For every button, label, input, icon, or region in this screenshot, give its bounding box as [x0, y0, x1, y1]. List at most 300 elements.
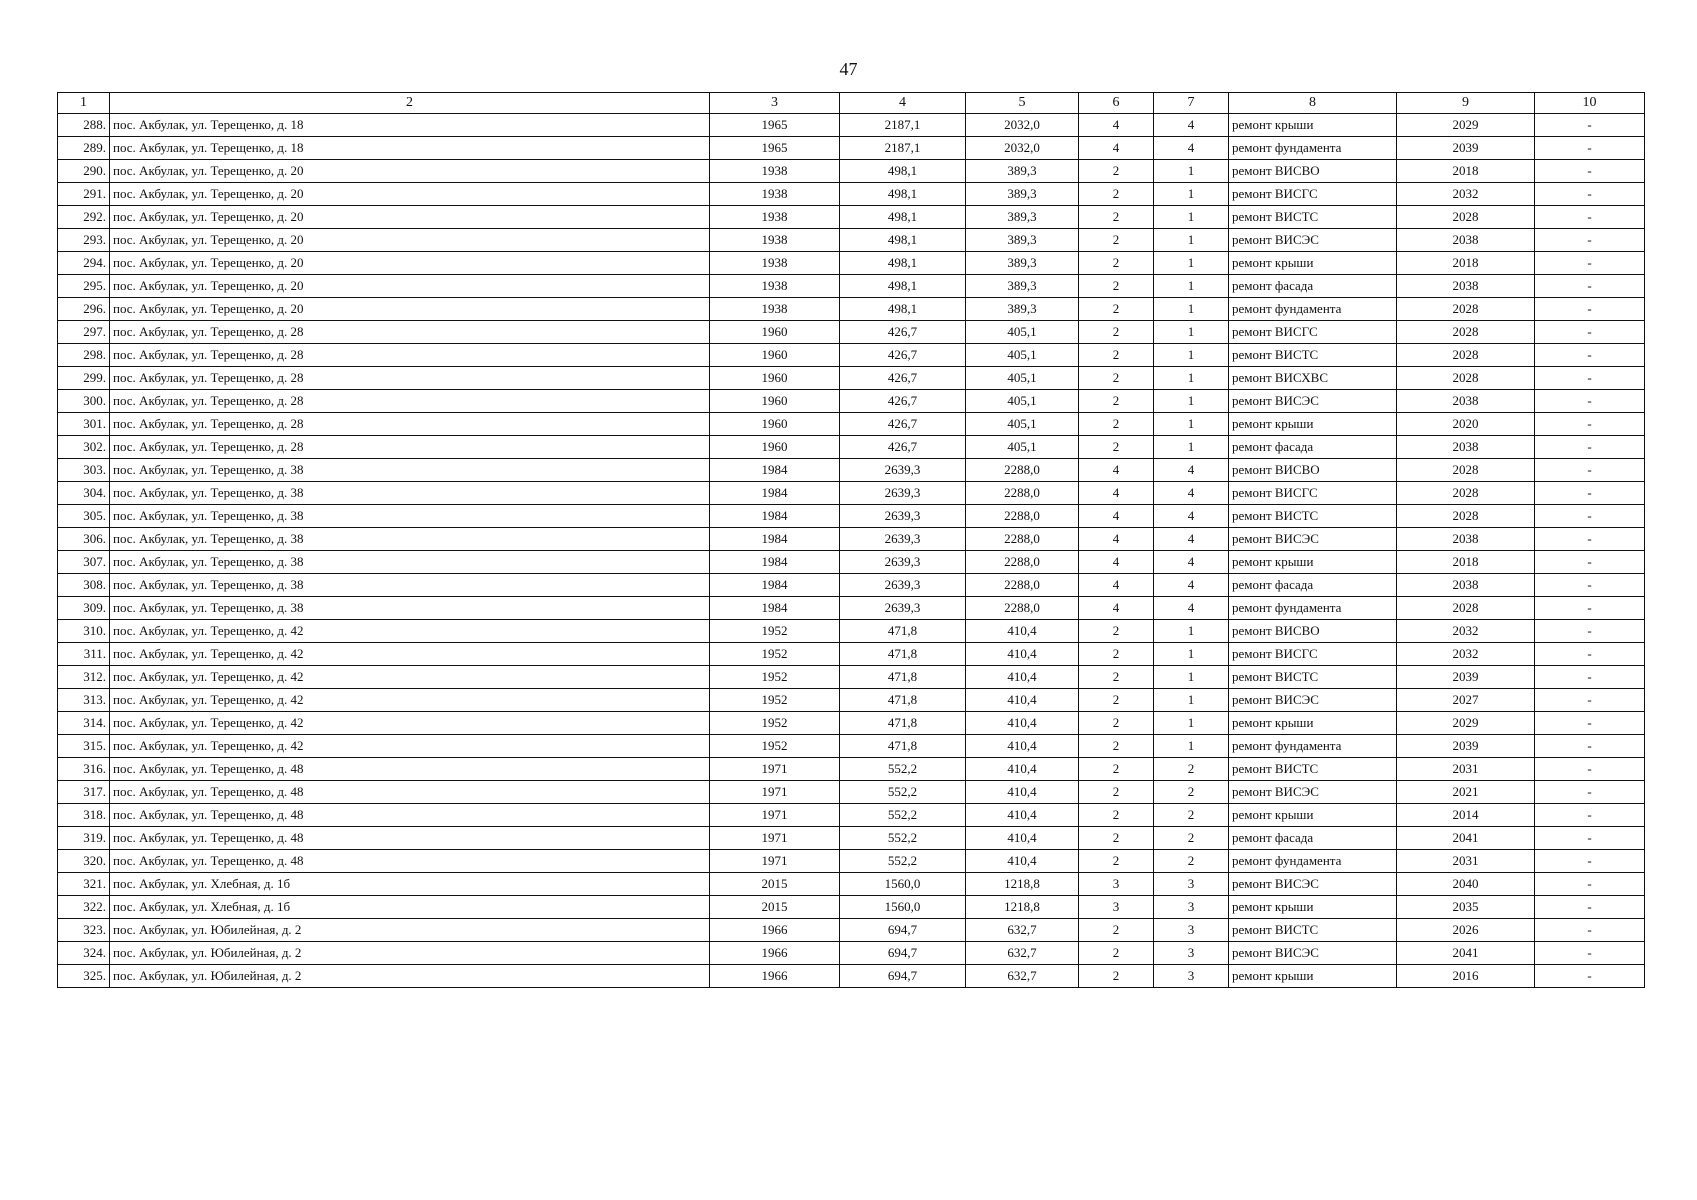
living-area-cell: 2288,0 [966, 482, 1079, 505]
row-number-cell: 298. [58, 344, 110, 367]
living-area-cell: 2288,0 [966, 551, 1079, 574]
build-year-cell: 1960 [710, 390, 840, 413]
floors-cell: 2 [1079, 620, 1154, 643]
build-year-cell: 1952 [710, 666, 840, 689]
address-cell: пос. Акбулак, ул. Терещенко, д. 20 [110, 275, 710, 298]
work-type-cell: ремонт фундамента [1229, 298, 1397, 321]
address-cell: пос. Акбулак, ул. Терещенко, д. 42 [110, 689, 710, 712]
column-header: 4 [840, 93, 966, 114]
note-cell: - [1535, 160, 1645, 183]
plan-year-cell: 2038 [1397, 229, 1535, 252]
address-cell: пос. Акбулак, ул. Терещенко, д. 18 [110, 137, 710, 160]
note-cell: - [1535, 482, 1645, 505]
build-year-cell: 1965 [710, 114, 840, 137]
row-number-cell: 289. [58, 137, 110, 160]
note-cell: - [1535, 252, 1645, 275]
floors-cell: 4 [1079, 114, 1154, 137]
total-area-cell: 552,2 [840, 804, 966, 827]
address-cell: пос. Акбулак, ул. Терещенко, д. 38 [110, 482, 710, 505]
build-year-cell: 1960 [710, 413, 840, 436]
build-year-cell: 1984 [710, 528, 840, 551]
table-body [58, 114, 1645, 988]
work-type-cell: ремонт ВИСЭС [1229, 689, 1397, 712]
row-number-cell: 318. [58, 804, 110, 827]
row-number-cell: 309. [58, 597, 110, 620]
work-type-cell: ремонт ВИСВО [1229, 160, 1397, 183]
build-year-cell: 1971 [710, 827, 840, 850]
build-year-cell: 1971 [710, 804, 840, 827]
total-area-cell: 2639,3 [840, 597, 966, 620]
work-type-cell: ремонт ВИСХВС [1229, 367, 1397, 390]
plan-year-cell: 2038 [1397, 275, 1535, 298]
floors-cell: 4 [1079, 574, 1154, 597]
entrances-cell: 4 [1154, 459, 1229, 482]
entrances-cell: 1 [1154, 160, 1229, 183]
note-cell: - [1535, 896, 1645, 919]
address-cell: пос. Акбулак, ул. Терещенко, д. 28 [110, 367, 710, 390]
work-type-cell: ремонт крыши [1229, 252, 1397, 275]
living-area-cell: 2288,0 [966, 528, 1079, 551]
address-cell: пос. Акбулак, ул. Терещенко, д. 38 [110, 597, 710, 620]
plan-year-cell: 2026 [1397, 919, 1535, 942]
living-area-cell: 632,7 [966, 919, 1079, 942]
build-year-cell: 1984 [710, 597, 840, 620]
row-number-cell: 316. [58, 758, 110, 781]
column-header: 9 [1397, 93, 1535, 114]
living-area-cell: 410,4 [966, 643, 1079, 666]
note-cell: - [1535, 574, 1645, 597]
plan-year-cell: 2041 [1397, 827, 1535, 850]
floors-cell: 3 [1079, 896, 1154, 919]
plan-year-cell: 2032 [1397, 183, 1535, 206]
total-area-cell: 426,7 [840, 413, 966, 436]
living-area-cell: 405,1 [966, 436, 1079, 459]
plan-year-cell: 2028 [1397, 597, 1535, 620]
entrances-cell: 1 [1154, 712, 1229, 735]
note-cell: - [1535, 850, 1645, 873]
living-area-cell: 405,1 [966, 344, 1079, 367]
living-area-cell: 389,3 [966, 229, 1079, 252]
note-cell: - [1535, 321, 1645, 344]
build-year-cell: 1938 [710, 206, 840, 229]
build-year-cell: 1952 [710, 712, 840, 735]
address-cell: пос. Акбулак, ул. Хлебная, д. 1б [110, 873, 710, 896]
plan-year-cell: 2016 [1397, 965, 1535, 988]
work-type-cell: ремонт ВИСВО [1229, 620, 1397, 643]
living-area-cell: 632,7 [966, 965, 1079, 988]
row-number-cell: 305. [58, 505, 110, 528]
total-area-cell: 552,2 [840, 850, 966, 873]
plan-year-cell: 2032 [1397, 643, 1535, 666]
build-year-cell: 1984 [710, 459, 840, 482]
floors-cell: 2 [1079, 643, 1154, 666]
entrances-cell: 2 [1154, 758, 1229, 781]
note-cell: - [1535, 873, 1645, 896]
table-row [58, 459, 1645, 482]
row-number-cell: 291. [58, 183, 110, 206]
entrances-cell: 1 [1154, 229, 1229, 252]
living-area-cell: 405,1 [966, 413, 1079, 436]
entrances-cell: 1 [1154, 413, 1229, 436]
address-cell: пос. Акбулак, ул. Терещенко, д. 48 [110, 850, 710, 873]
address-cell: пос. Акбулак, ул. Терещенко, д. 28 [110, 413, 710, 436]
entrances-cell: 1 [1154, 620, 1229, 643]
work-type-cell: ремонт ВИСГС [1229, 643, 1397, 666]
build-year-cell: 1971 [710, 850, 840, 873]
work-type-cell: ремонт фундамента [1229, 735, 1397, 758]
row-number-cell: 308. [58, 574, 110, 597]
table-row [58, 252, 1645, 275]
total-area-cell: 471,8 [840, 689, 966, 712]
row-number-cell: 292. [58, 206, 110, 229]
work-type-cell: ремонт крыши [1229, 896, 1397, 919]
build-year-cell: 1938 [710, 229, 840, 252]
note-cell: - [1535, 183, 1645, 206]
work-type-cell: ремонт фундамента [1229, 137, 1397, 160]
note-cell: - [1535, 229, 1645, 252]
row-number-cell: 313. [58, 689, 110, 712]
plan-year-cell: 2032 [1397, 620, 1535, 643]
floors-cell: 2 [1079, 689, 1154, 712]
address-cell: пос. Акбулак, ул. Терещенко, д. 42 [110, 735, 710, 758]
work-type-cell: ремонт фасада [1229, 436, 1397, 459]
address-cell: пос. Акбулак, ул. Терещенко, д. 20 [110, 298, 710, 321]
column-header: 10 [1535, 93, 1645, 114]
note-cell: - [1535, 689, 1645, 712]
entrances-cell: 4 [1154, 551, 1229, 574]
living-area-cell: 410,4 [966, 712, 1079, 735]
work-type-cell: ремонт ВИСТС [1229, 666, 1397, 689]
plan-year-cell: 2039 [1397, 137, 1535, 160]
living-area-cell: 389,3 [966, 160, 1079, 183]
row-number-cell: 296. [58, 298, 110, 321]
address-cell: пос. Акбулак, ул. Терещенко, д. 28 [110, 436, 710, 459]
entrances-cell: 4 [1154, 137, 1229, 160]
living-area-cell: 410,4 [966, 689, 1079, 712]
note-cell: - [1535, 597, 1645, 620]
build-year-cell: 1952 [710, 689, 840, 712]
entrances-cell: 1 [1154, 206, 1229, 229]
living-area-cell: 2288,0 [966, 574, 1079, 597]
work-type-cell: ремонт фундамента [1229, 597, 1397, 620]
entrances-cell: 4 [1154, 114, 1229, 137]
entrances-cell: 3 [1154, 965, 1229, 988]
build-year-cell: 2015 [710, 896, 840, 919]
row-number-cell: 307. [58, 551, 110, 574]
total-area-cell: 471,8 [840, 620, 966, 643]
note-cell: - [1535, 528, 1645, 551]
plan-year-cell: 2028 [1397, 459, 1535, 482]
address-cell: пос. Акбулак, ул. Терещенко, д. 20 [110, 229, 710, 252]
living-area-cell: 2288,0 [966, 597, 1079, 620]
work-type-cell: ремонт ВИСГС [1229, 482, 1397, 505]
row-number-cell: 323. [58, 919, 110, 942]
table-row [58, 114, 1645, 137]
total-area-cell: 694,7 [840, 919, 966, 942]
plan-year-cell: 2018 [1397, 551, 1535, 574]
total-area-cell: 498,1 [840, 298, 966, 321]
repair-schedule-table [57, 92, 1645, 988]
entrances-cell: 4 [1154, 597, 1229, 620]
total-area-cell: 1560,0 [840, 873, 966, 896]
row-number-cell: 324. [58, 942, 110, 965]
column-header: 1 [58, 93, 110, 114]
living-area-cell: 389,3 [966, 183, 1079, 206]
living-area-cell: 410,4 [966, 735, 1079, 758]
note-cell: - [1535, 436, 1645, 459]
build-year-cell: 1971 [710, 781, 840, 804]
build-year-cell: 1966 [710, 942, 840, 965]
build-year-cell: 1938 [710, 252, 840, 275]
floors-cell: 2 [1079, 275, 1154, 298]
work-type-cell: ремонт фундамента [1229, 850, 1397, 873]
floors-cell: 4 [1079, 459, 1154, 482]
address-cell: пос. Акбулак, ул. Терещенко, д. 18 [110, 114, 710, 137]
plan-year-cell: 2028 [1397, 344, 1535, 367]
work-type-cell: ремонт фасада [1229, 827, 1397, 850]
table-row [58, 528, 1645, 551]
floors-cell: 2 [1079, 436, 1154, 459]
note-cell: - [1535, 919, 1645, 942]
row-number-cell: 294. [58, 252, 110, 275]
table-row [58, 298, 1645, 321]
plan-year-cell: 2028 [1397, 367, 1535, 390]
total-area-cell: 426,7 [840, 390, 966, 413]
entrances-cell: 1 [1154, 252, 1229, 275]
plan-year-cell: 2038 [1397, 436, 1535, 459]
plan-year-cell: 2018 [1397, 252, 1535, 275]
build-year-cell: 1984 [710, 551, 840, 574]
table-row [58, 413, 1645, 436]
floors-cell: 2 [1079, 942, 1154, 965]
total-area-cell: 2639,3 [840, 551, 966, 574]
floors-cell: 2 [1079, 344, 1154, 367]
row-number-cell: 302. [58, 436, 110, 459]
plan-year-cell: 2021 [1397, 781, 1535, 804]
build-year-cell: 1960 [710, 436, 840, 459]
address-cell: пос. Акбулак, ул. Терещенко, д. 38 [110, 574, 710, 597]
address-cell: пос. Акбулак, ул. Терещенко, д. 42 [110, 666, 710, 689]
row-number-cell: 290. [58, 160, 110, 183]
note-cell: - [1535, 965, 1645, 988]
row-number-cell: 321. [58, 873, 110, 896]
floors-cell: 2 [1079, 735, 1154, 758]
address-cell: пос. Акбулак, ул. Терещенко, д. 38 [110, 551, 710, 574]
row-number-cell: 306. [58, 528, 110, 551]
table-row [58, 390, 1645, 413]
work-type-cell: ремонт крыши [1229, 114, 1397, 137]
build-year-cell: 1960 [710, 321, 840, 344]
living-area-cell: 410,4 [966, 758, 1079, 781]
row-number-cell: 311. [58, 643, 110, 666]
floors-cell: 2 [1079, 367, 1154, 390]
row-number-cell: 299. [58, 367, 110, 390]
column-header: 6 [1079, 93, 1154, 114]
address-cell: пос. Акбулак, ул. Терещенко, д. 38 [110, 528, 710, 551]
table-row [58, 666, 1645, 689]
build-year-cell: 1971 [710, 758, 840, 781]
entrances-cell: 1 [1154, 298, 1229, 321]
total-area-cell: 498,1 [840, 252, 966, 275]
work-type-cell: ремонт ВИСТС [1229, 505, 1397, 528]
plan-year-cell: 2018 [1397, 160, 1535, 183]
floors-cell: 2 [1079, 666, 1154, 689]
build-year-cell: 1984 [710, 482, 840, 505]
plan-year-cell: 2029 [1397, 114, 1535, 137]
entrances-cell: 3 [1154, 942, 1229, 965]
living-area-cell: 2032,0 [966, 114, 1079, 137]
table-row [58, 804, 1645, 827]
note-cell: - [1535, 459, 1645, 482]
row-number-cell: 322. [58, 896, 110, 919]
entrances-cell: 2 [1154, 781, 1229, 804]
address-cell: пос. Акбулак, ул. Терещенко, д. 38 [110, 459, 710, 482]
total-area-cell: 2639,3 [840, 459, 966, 482]
address-cell: пос. Акбулак, ул. Терещенко, д. 20 [110, 206, 710, 229]
living-area-cell: 389,3 [966, 206, 1079, 229]
living-area-cell: 405,1 [966, 367, 1079, 390]
total-area-cell: 552,2 [840, 781, 966, 804]
living-area-cell: 410,4 [966, 620, 1079, 643]
table-row [58, 873, 1645, 896]
address-cell: пос. Акбулак, ул. Терещенко, д. 42 [110, 712, 710, 735]
work-type-cell: ремонт крыши [1229, 551, 1397, 574]
work-type-cell: ремонт ВИСТС [1229, 344, 1397, 367]
address-cell: пос. Акбулак, ул. Терещенко, д. 48 [110, 804, 710, 827]
row-number-cell: 297. [58, 321, 110, 344]
row-number-cell: 317. [58, 781, 110, 804]
total-area-cell: 426,7 [840, 321, 966, 344]
total-area-cell: 694,7 [840, 942, 966, 965]
note-cell: - [1535, 367, 1645, 390]
floors-cell: 2 [1079, 827, 1154, 850]
total-area-cell: 2187,1 [840, 114, 966, 137]
note-cell: - [1535, 505, 1645, 528]
floors-cell: 4 [1079, 505, 1154, 528]
table-row [58, 321, 1645, 344]
entrances-cell: 4 [1154, 528, 1229, 551]
work-type-cell: ремонт ВИСВО [1229, 459, 1397, 482]
entrances-cell: 1 [1154, 689, 1229, 712]
row-number-cell: 312. [58, 666, 110, 689]
row-number-cell: 293. [58, 229, 110, 252]
entrances-cell: 3 [1154, 919, 1229, 942]
row-number-cell: 320. [58, 850, 110, 873]
entrances-cell: 1 [1154, 390, 1229, 413]
address-cell: пос. Акбулак, ул. Терещенко, д. 48 [110, 758, 710, 781]
living-area-cell: 632,7 [966, 942, 1079, 965]
table-row [58, 275, 1645, 298]
plan-year-cell: 2028 [1397, 206, 1535, 229]
living-area-cell: 389,3 [966, 275, 1079, 298]
table-row [58, 206, 1645, 229]
entrances-cell: 2 [1154, 850, 1229, 873]
address-cell: пос. Акбулак, ул. Терещенко, д. 20 [110, 183, 710, 206]
living-area-cell: 1218,8 [966, 873, 1079, 896]
work-type-cell: ремонт крыши [1229, 965, 1397, 988]
note-cell: - [1535, 758, 1645, 781]
row-number-cell: 304. [58, 482, 110, 505]
note-cell: - [1535, 643, 1645, 666]
note-cell: - [1535, 827, 1645, 850]
total-area-cell: 498,1 [840, 183, 966, 206]
build-year-cell: 1938 [710, 275, 840, 298]
entrances-cell: 1 [1154, 735, 1229, 758]
floors-cell: 2 [1079, 252, 1154, 275]
floors-cell: 4 [1079, 551, 1154, 574]
work-type-cell: ремонт фасада [1229, 574, 1397, 597]
table-row [58, 965, 1645, 988]
floors-cell: 2 [1079, 965, 1154, 988]
row-number-cell: 325. [58, 965, 110, 988]
floors-cell: 2 [1079, 919, 1154, 942]
floors-cell: 2 [1079, 850, 1154, 873]
note-cell: - [1535, 942, 1645, 965]
work-type-cell: ремонт ВИСЭС [1229, 528, 1397, 551]
entrances-cell: 1 [1154, 643, 1229, 666]
plan-year-cell: 2014 [1397, 804, 1535, 827]
total-area-cell: 471,8 [840, 735, 966, 758]
work-type-cell: ремонт ВИСЭС [1229, 942, 1397, 965]
address-cell: пос. Акбулак, ул. Терещенко, д. 42 [110, 620, 710, 643]
build-year-cell: 1960 [710, 344, 840, 367]
total-area-cell: 1560,0 [840, 896, 966, 919]
row-number-cell: 288. [58, 114, 110, 137]
plan-year-cell: 2039 [1397, 666, 1535, 689]
plan-year-cell: 2028 [1397, 482, 1535, 505]
plan-year-cell: 2038 [1397, 574, 1535, 597]
floors-cell: 4 [1079, 482, 1154, 505]
entrances-cell: 4 [1154, 482, 1229, 505]
work-type-cell: ремонт крыши [1229, 712, 1397, 735]
table-row [58, 781, 1645, 804]
total-area-cell: 471,8 [840, 712, 966, 735]
living-area-cell: 389,3 [966, 298, 1079, 321]
total-area-cell: 2639,3 [840, 528, 966, 551]
floors-cell: 2 [1079, 298, 1154, 321]
work-type-cell: ремонт крыши [1229, 804, 1397, 827]
living-area-cell: 2288,0 [966, 505, 1079, 528]
work-type-cell: ремонт ВИСГС [1229, 321, 1397, 344]
total-area-cell: 498,1 [840, 206, 966, 229]
table-row [58, 597, 1645, 620]
build-year-cell: 2015 [710, 873, 840, 896]
floors-cell: 4 [1079, 137, 1154, 160]
work-type-cell: ремонт ВИСЭС [1229, 229, 1397, 252]
address-cell: пос. Акбулак, ул. Юбилейная, д. 2 [110, 965, 710, 988]
work-type-cell: ремонт ВИСЭС [1229, 781, 1397, 804]
entrances-cell: 1 [1154, 321, 1229, 344]
plan-year-cell: 2035 [1397, 896, 1535, 919]
build-year-cell: 1966 [710, 919, 840, 942]
work-type-cell: ремонт ВИСЭС [1229, 873, 1397, 896]
total-area-cell: 2187,1 [840, 137, 966, 160]
row-number-cell: 314. [58, 712, 110, 735]
table-row [58, 367, 1645, 390]
living-area-cell: 410,4 [966, 804, 1079, 827]
entrances-cell: 1 [1154, 367, 1229, 390]
plan-year-cell: 2028 [1397, 321, 1535, 344]
plan-year-cell: 2029 [1397, 712, 1535, 735]
living-area-cell: 1218,8 [966, 896, 1079, 919]
work-type-cell: ремонт ВИСТС [1229, 206, 1397, 229]
table-row [58, 712, 1645, 735]
address-cell: пос. Акбулак, ул. Юбилейная, д. 2 [110, 942, 710, 965]
plan-year-cell: 2028 [1397, 505, 1535, 528]
table-row [58, 482, 1645, 505]
table-row [58, 758, 1645, 781]
note-cell: - [1535, 551, 1645, 574]
